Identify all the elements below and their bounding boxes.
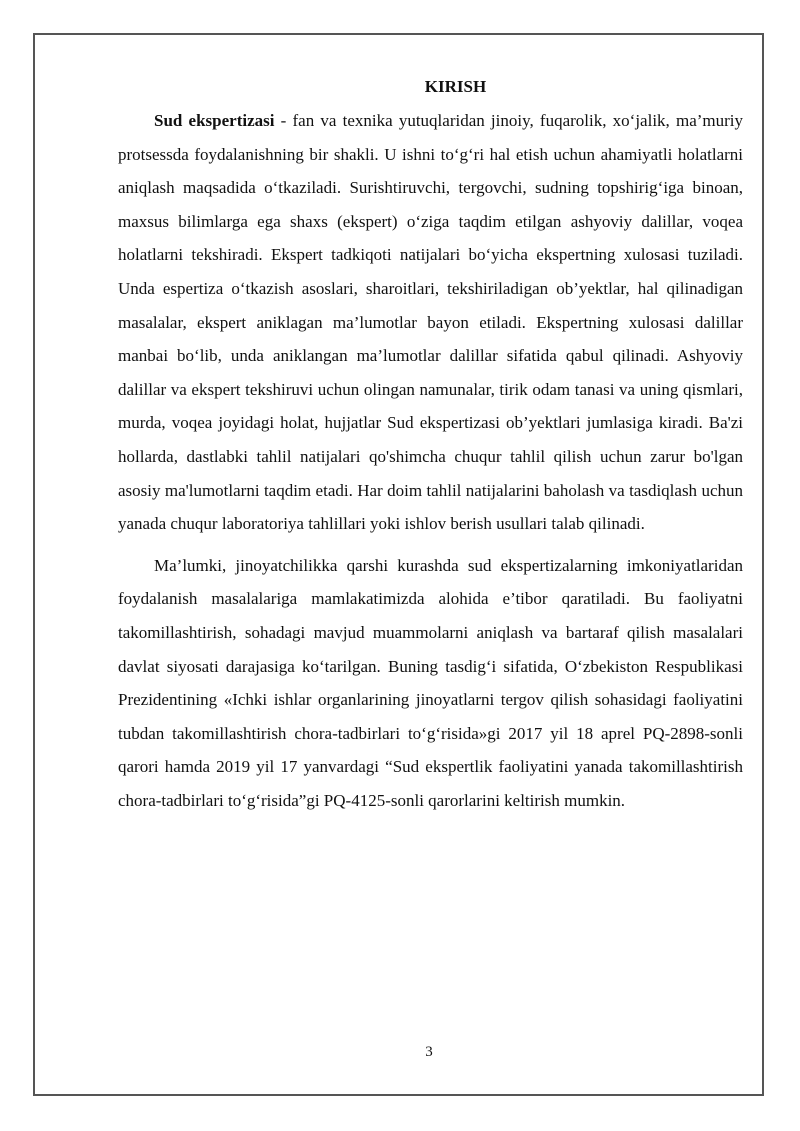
paragraph-2: Ma’lumki, jinoyatchilikka qarshi kurashda sud ekspertizalarning imkoniyatlaridan foydalanish masalalariga mamlakatimizda alohida e’tibor qaratiladi. Bu faoliyatni takomillashtirish, sohadagi mavjud muammolarni aniqlash va bartaraf qilish masalalari davlat siyosati darajasiga ko‘tarilgan. Buning tasdig‘i sifatida, O‘zbekiston Respublikasi Prezidentining «Ichki ishlar organlarining jinoyatlarni tergov qilish sohasidagi faoliyatini tubdan takomillashtirish chora-tadbirlari to‘g‘risida»gi 2017 yil 18 aprel PQ-2898-sonli qarori hamda 2019 yil 17 yanvardagi “Sud ekspertlik faoliyatini yanada takomillashtirish chora-tadbirlari to‘g‘risida”gi PQ-4125-sonli qarorlarini keltirish mumkin. bbox=[118, 555, 743, 810]
definition-term: Sud ekspertizasi bbox=[154, 111, 275, 130]
page-title: KIRISH bbox=[424, 77, 487, 96]
paragraph-1 bbox=[118, 104, 743, 541]
page-number: 3 bbox=[425, 1044, 433, 1060]
document-body bbox=[118, 70, 743, 817]
paragraph-1-text: - fan va texnika yutuqlaridan jinoiy, fuqarolik, xo‘jalik, ma’muriy protsessda foydalanishning bir shakli. U ishni to‘g‘ri hal etish uchun ahamiyatli holatlarni aniqlash maqsadida o‘tkaziladi. Surishtiruvchi, tergovchi, sudning topshirig‘iga binoan, maxsus bilimlarga ega shaxs (ekspert) o‘ziga taqdim etilgan ashyoviy dalillar, voqea holatlarni tekshiradi. Ekspert tadkiqoti natijalari bo‘yicha ekspertning xulosasi tuziladi. Unda espertiza o‘tkazish asoslari, sharoitlari, tekshiriladigan ob’yektlar, hal qilinadigan masalalar, ekspert aniklagan ma’lumotlar bayon etiladi. Ekspertning xulosasi dalillar manbai bo‘lib, unda aniklangan ma’lumotlar dalillar sifatida qabul qilinadi. Ashyoviy dalillar va ekspert tekshiruvi uchun olingan namunalar, tirik odam tanasi va uning qismlari, murda, voqea joyidagi holat, hujjatlar Sud ekspertizasi ob’yektlari jumlasiga kiradi. Ba'zi hollarda, dastlabki tahlil natijalari qo'shimcha chuqur tahlil qilish uchun zarur bo'lgan asosiy ma'lumotlarni taqdim etadi. Har doim tahlil natijalarini baholash va tasdiqlash uchun yanada chuqur laboratoriya tahlillari yoki ishlov berish usullari talab qilinadi. bbox=[118, 111, 744, 534]
